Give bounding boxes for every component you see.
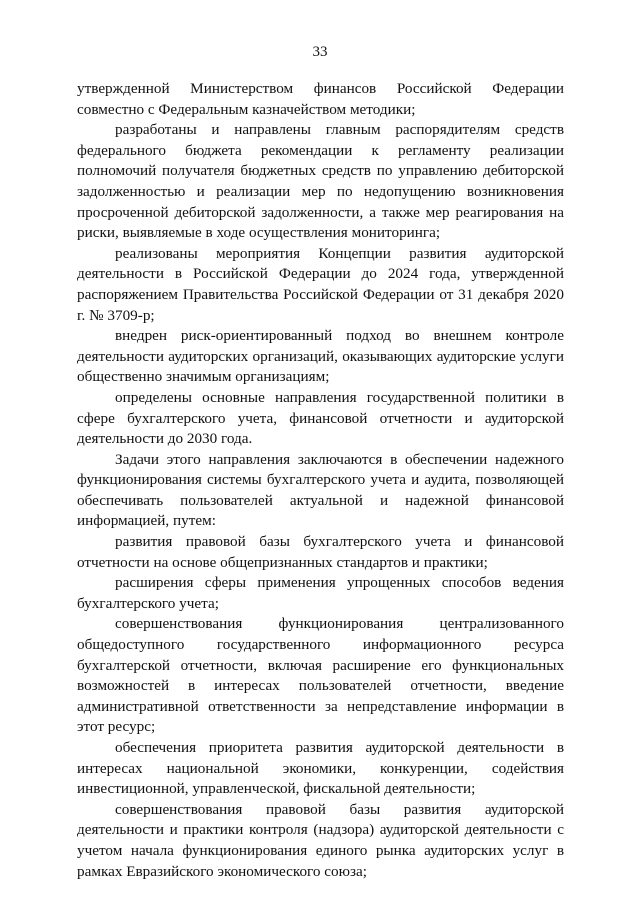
- paragraph: совершенствования правовой базы развития аудиторской деятельности и практики контроля (надзора) аудиторской деятельности с учетом начала функционирования единого рынка аудиторских услуг в рамках Евразийского экономического союза;: [77, 800, 564, 880]
- paragraph: расширения сферы применения упрощенных способов ведения бухгалтерского учета;: [77, 574, 564, 612]
- paragraph: разработаны и направлены главным распорядителям средств федерального бюджета рекомендации к регламенту реализации полномочий получателя бюджетных средств по управлению дебиторской задолженностью и реализации мер по недопущению возникновения просроченной дебиторской задолженности, а также мер реагирования на риски, выявляемые в ходе осуществления мониторинга;: [77, 121, 564, 242]
- paragraph: развития правовой базы бухгалтерского учета и финансовой отчетности на основе общепризнанных стандартов и практики;: [77, 533, 564, 571]
- paragraph: Задачи этого направления заключаются в обеспечении надежного функционирования системы бухгалтерского учета и аудита, позволяющей обеспечивать пользователей актуальной и надежной финансовой информацией, путем:: [77, 450, 564, 530]
- paragraph: обеспечения приоритета развития аудиторской деятельности в интересах национальной экономики, конкуренции, содействия инвестиционной, управленческой, фискальной деятельности;: [77, 739, 564, 798]
- paragraph: реализованы мероприятия Концепции развития аудиторской деятельности в Российской Федерации до 2024 года, утвержденной распоряжением Правительства Российской Федерации от 31 декабря 2020 г. № 3709-р;: [77, 244, 564, 324]
- paragraph-continuation: утвержденной Министерством финансов Российской Федерации совместно с Федеральным казначейством методики;: [77, 80, 564, 118]
- document-body: [77, 79, 564, 882]
- paragraph: совершенствования функционирования централизованного общедоступного государственного информационного ресурса бухгалтерской отчетности, включая расширение его функциональных возможностей в интересах пользователей отчетности, введение административной ответственности за непредставление информации в этот ресурс;: [77, 615, 564, 736]
- paragraph: определены основные направления государственной политики в сфере бухгалтерского учета, финансовой отчетности и аудиторской деятельности до 2030 года.: [77, 388, 564, 448]
- page-number: 33: [312, 44, 328, 60]
- paragraph: внедрен риск-ориентированный подход во внешнем контроле деятельности аудиторских организаций, оказывающих аудиторские услуги общественно значимым организациям;: [77, 327, 564, 386]
